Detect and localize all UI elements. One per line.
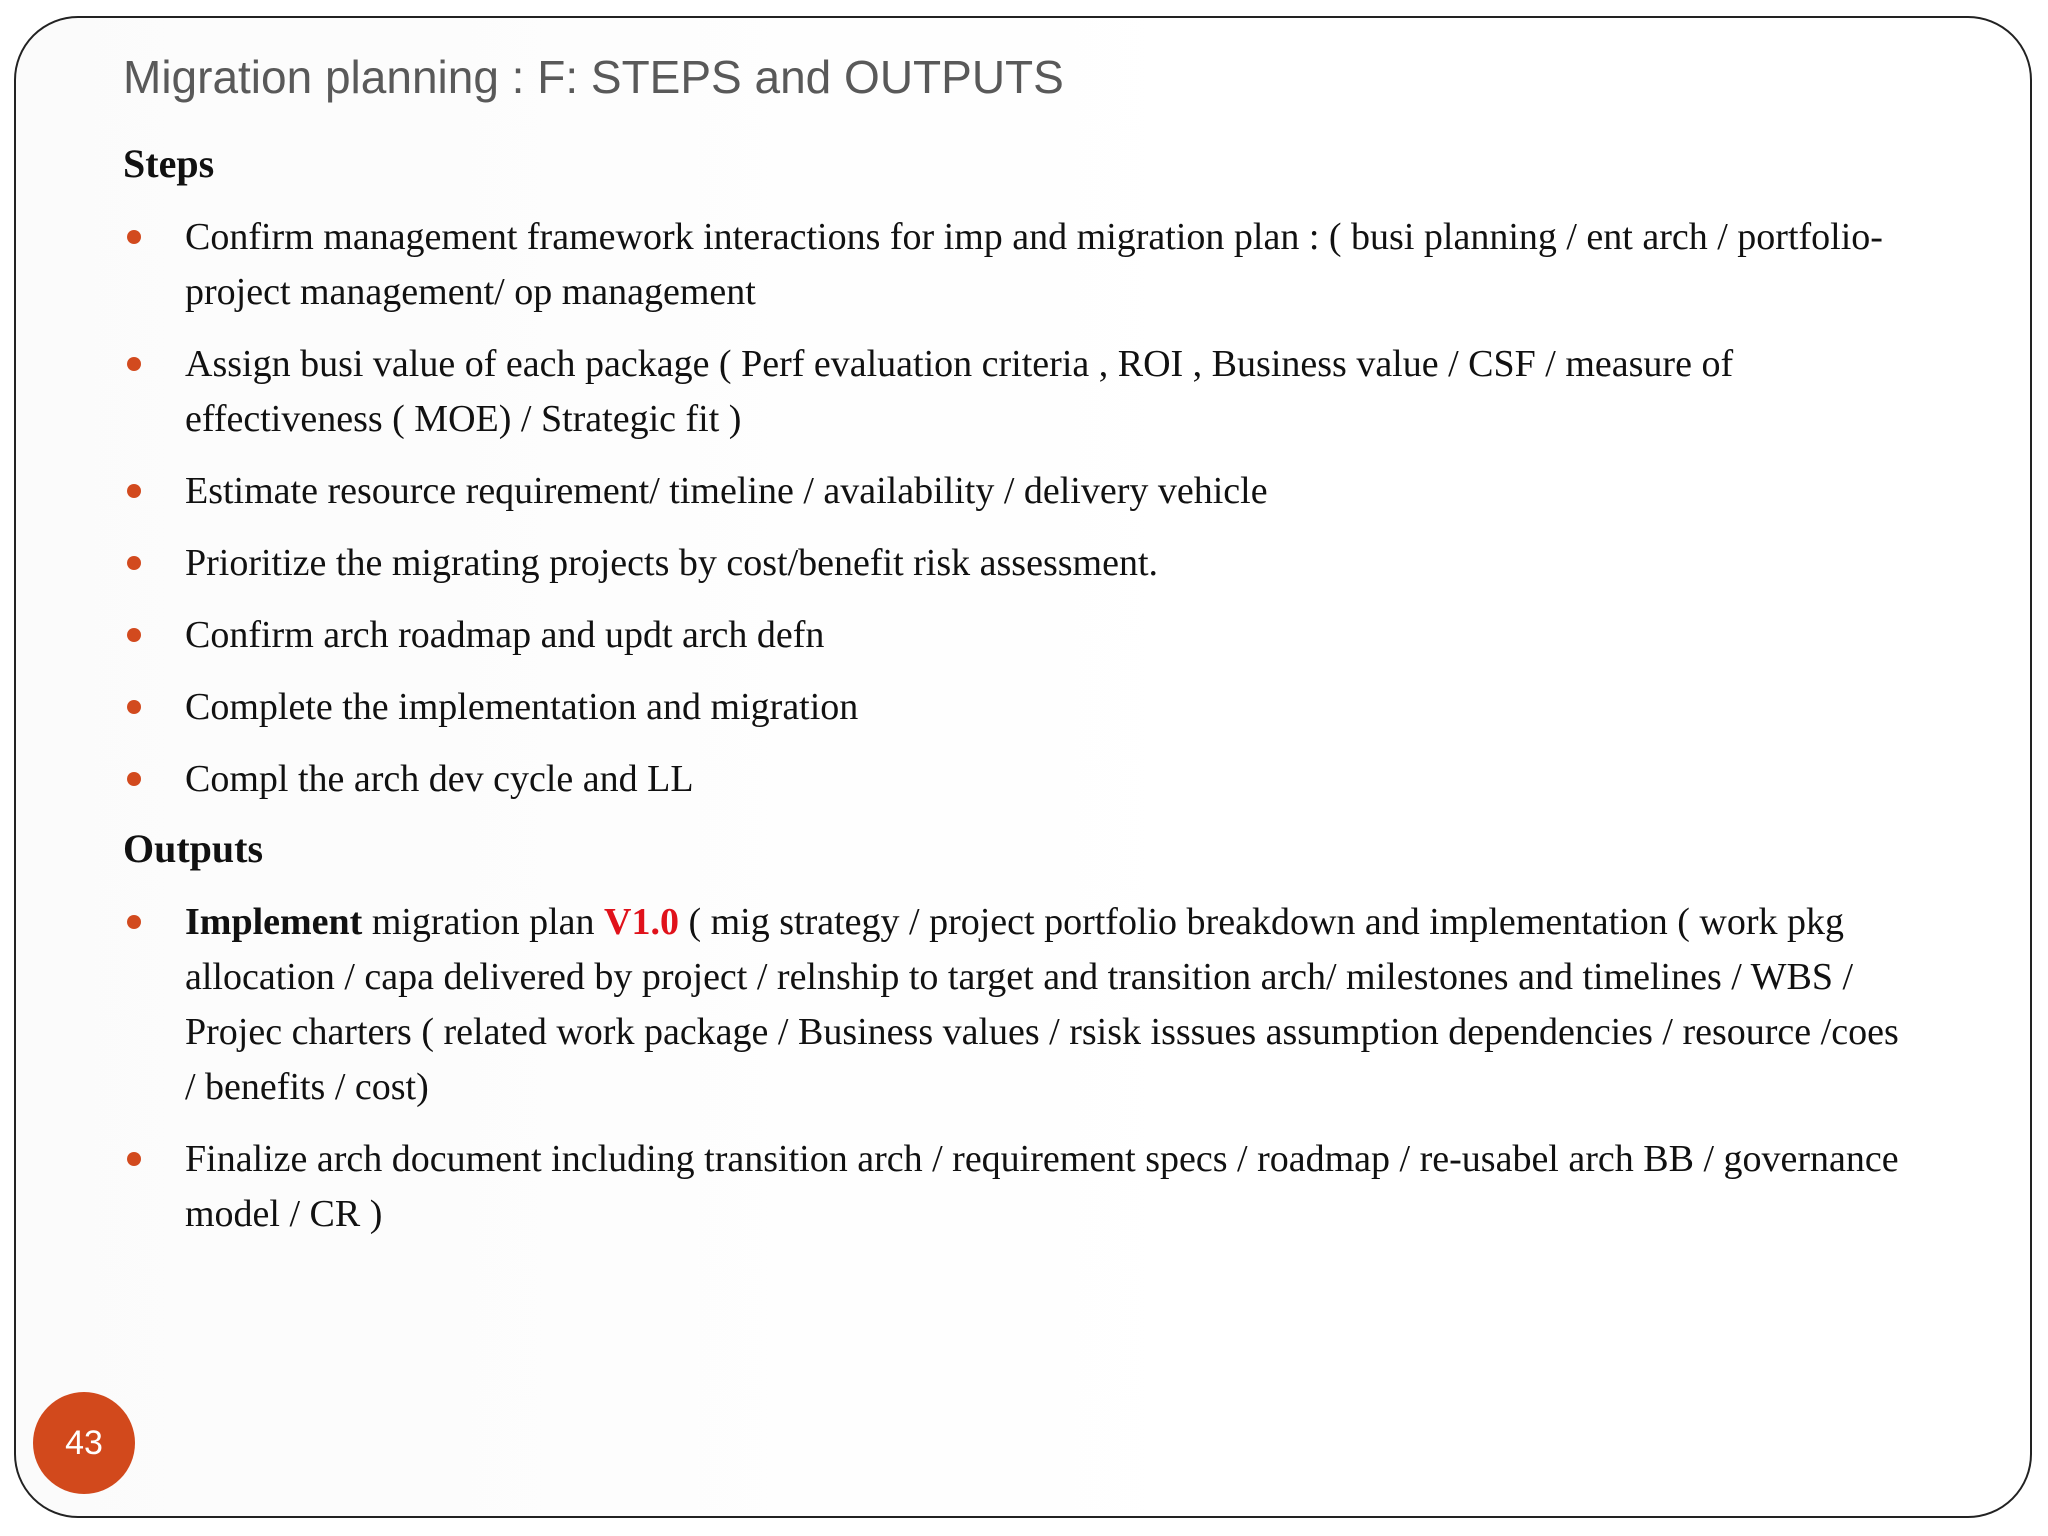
list-item [123,1132,1903,1242]
step-text: Assign busi value of each package ( Perf evaluation criteria , ROI , Business value / CSF / measure of effectiveness ( MOE) / Strategic fit ) [185,343,1734,440]
bullet-icon [127,628,141,642]
outputs-list [123,895,1903,1242]
list-item [123,895,1903,1115]
list-item [123,464,1903,519]
step-text: Prioritize the migrating projects by cost/benefit risk assessment. [185,542,1159,584]
steps-heading: Steps [123,141,215,186]
step-text: Complete the implementation and migration [185,686,859,728]
list-item [123,608,1903,663]
list-item [123,210,1903,320]
list-item [123,752,1903,807]
bullet-icon [127,1152,141,1166]
list-item [123,680,1903,735]
slide-content [123,140,1903,1260]
step-text: Compl the arch dev cycle and LL [185,758,694,800]
slide-title: Migration planning : F: STEPS and OUTPUTS [123,51,1064,103]
output-text-after-version: ( mig strategy / project portfolio breakdown and implementation ( work pkg allocation / capa delivered by project / relnship to target and transition arch/ milestones and timelines / WBS / Projec charters ( related work package / Business values / rsisk isssues assumption dependencies / resource /coes / benefits / cost) [185,901,1899,1108]
outputs-heading: Outputs [123,826,264,871]
list-item [123,536,1903,591]
output-keyword: Implement [185,901,363,943]
output-text-before-version: migration plan [362,901,604,943]
steps-list [123,210,1903,807]
bullet-icon [127,556,141,570]
bullet-icon [127,700,141,714]
step-text: Estimate resource requirement/ timeline / availability / delivery vehicle [185,470,1268,512]
list-item [123,337,1903,447]
step-text: Confirm arch roadmap and updt arch defn [185,614,825,656]
bullet-icon [127,357,141,371]
step-text: Confirm management framework interactions for imp and migration plan : ( busi planning / ent arch / portfolio- project management/ op management [185,216,1883,313]
output-text: Finalize arch document including transition arch / requirement specs / roadmap / re-usabel arch BB / governance model / CR ) [185,1138,1899,1235]
bullet-icon [127,915,141,929]
bullet-icon [127,772,141,786]
page-number-badge: 43 [33,1392,135,1494]
bullet-icon [127,484,141,498]
bullet-icon [127,230,141,244]
version-label: V1.0 [604,901,679,943]
